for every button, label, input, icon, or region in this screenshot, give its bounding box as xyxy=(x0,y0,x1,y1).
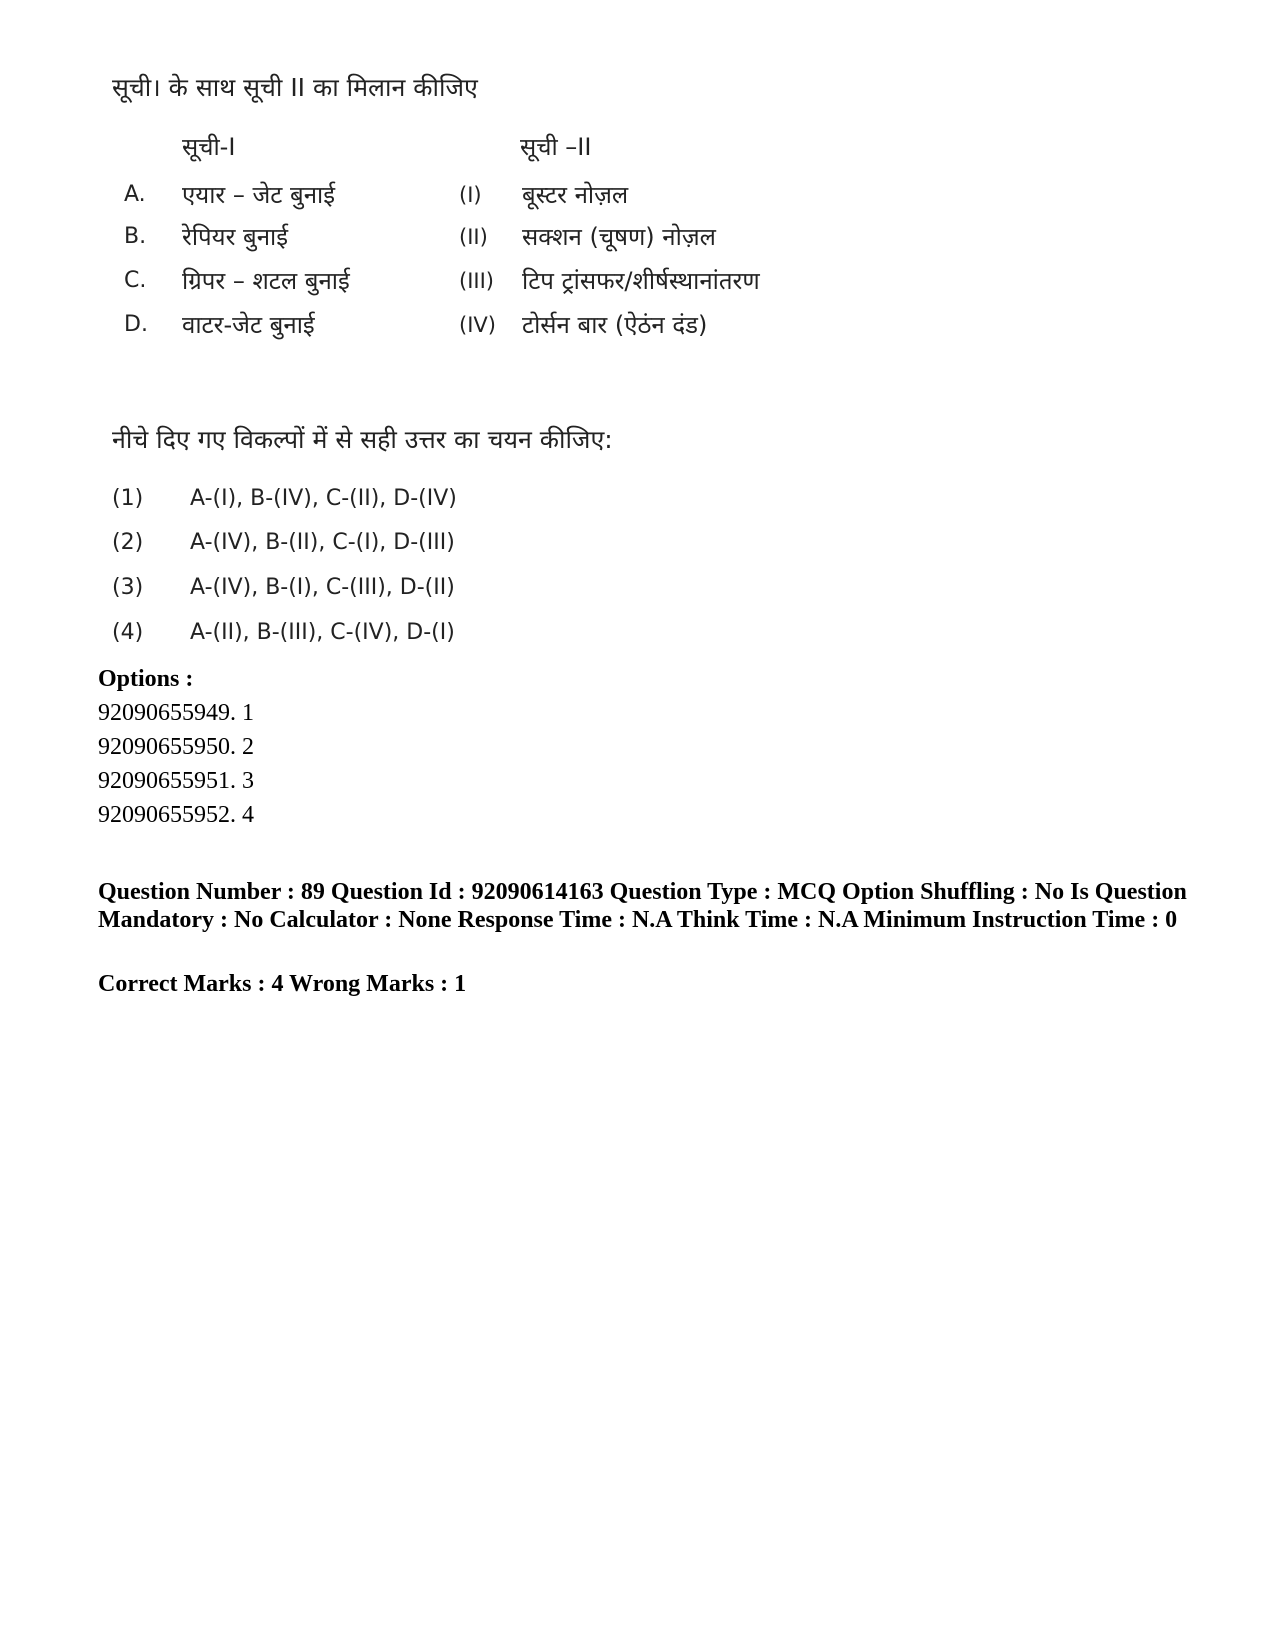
option-line: 92090655952. 4 xyxy=(98,802,254,828)
choice-text: A-(I), B-(IV), C-(II), D-(IV) xyxy=(190,486,457,511)
list1-item: रेपियर बुनाई xyxy=(182,223,289,251)
options-label: Options : xyxy=(98,666,194,692)
list1-header: सूची-I xyxy=(182,133,236,161)
choice-number: (2) xyxy=(112,530,144,555)
choice-text: A-(IV), B-(II), C-(I), D-(III) xyxy=(190,530,455,555)
list1-item: वाटर-जेट बुनाई xyxy=(182,311,315,339)
list1-item: ग्रिपर – शटल बुनाई xyxy=(182,267,350,295)
choice-number: (1) xyxy=(112,486,144,511)
choice-text: A-(IV), B-(I), C-(III), D-(II) xyxy=(190,575,455,600)
row-letter: A. xyxy=(124,182,146,207)
match-row xyxy=(0,178,1275,218)
choice-text: A-(II), B-(III), C-(IV), D-(I) xyxy=(190,620,455,645)
row-letter: B. xyxy=(124,224,147,249)
instruction-text: नीचे दिए गए विकल्पों में से सही उत्तर का चयन कीजिए: xyxy=(112,425,613,454)
answer-choice xyxy=(0,575,1275,611)
row-letter: C. xyxy=(124,268,147,293)
row-roman: (IV) xyxy=(459,313,496,337)
row-letter: D. xyxy=(124,312,148,337)
question-heading: सूची। के साथ सूची II का मिलान कीजिए xyxy=(112,73,478,102)
list2-item: टोर्सन बार (ऐठंन दंड) xyxy=(522,311,708,339)
list2-item: बूस्टर नोज़ल xyxy=(522,181,629,209)
list2-header: सूची –II xyxy=(520,133,592,161)
row-roman: (II) xyxy=(459,225,488,249)
list2-item: टिप ट्रांसफर/शीर्षस्थानांतरण xyxy=(522,267,760,295)
answer-choice xyxy=(0,620,1275,656)
row-roman: (I) xyxy=(459,183,482,207)
row-roman: (III) xyxy=(459,269,494,293)
answer-choice xyxy=(0,530,1275,566)
match-row xyxy=(0,308,1275,348)
option-line: 92090655950. 2 xyxy=(98,734,254,760)
answer-choice xyxy=(0,486,1275,522)
choice-number: (3) xyxy=(112,575,144,600)
list2-item: सक्शन (चूषण) नोज़ल xyxy=(522,223,716,251)
question-meta-info: Question Number : 89 Question Id : 92090614163 Question Type : MCQ Option Shuffling : No Is Question Mandatory : No Calculator : None Response Time : N.A Think Time : N.A Minimum Instruction Time : 0 xyxy=(98,879,1187,933)
list1-item: एयार – जेट बुनाई xyxy=(182,181,336,209)
match-row xyxy=(0,220,1275,260)
question-marks: Correct Marks : 4 Wrong Marks : 1 xyxy=(98,971,467,997)
choice-number: (4) xyxy=(112,620,144,645)
option-line: 92090655949. 1 xyxy=(98,700,254,726)
option-line: 92090655951. 3 xyxy=(98,768,254,794)
match-row xyxy=(0,264,1275,304)
